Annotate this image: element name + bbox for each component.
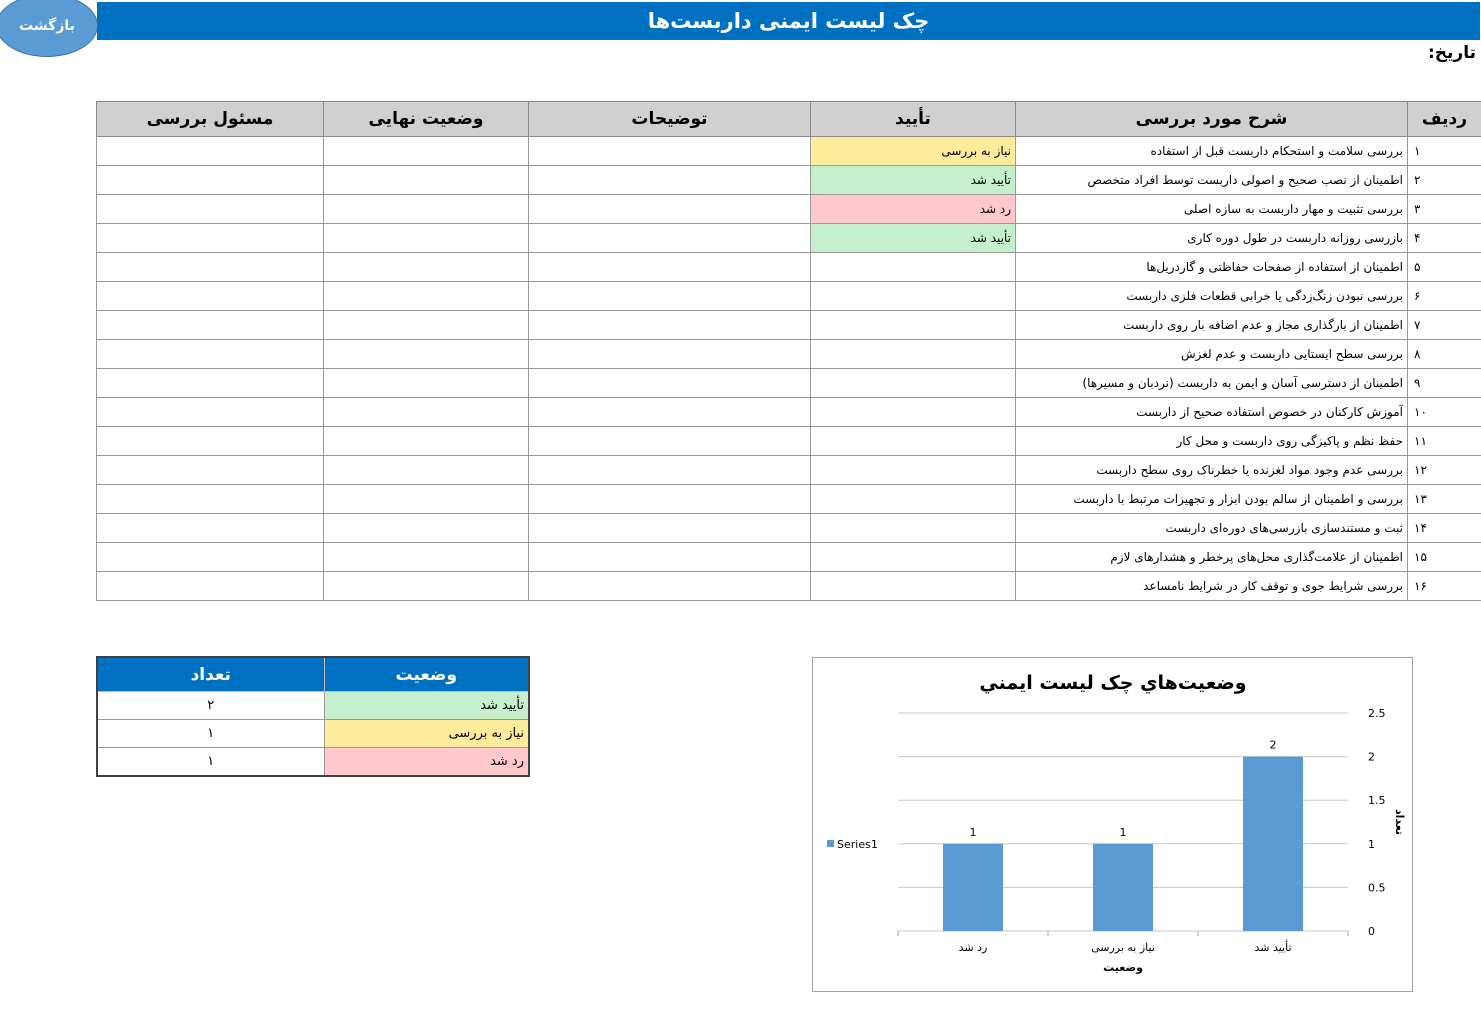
reviewer-cell[interactable] xyxy=(97,485,324,514)
reviewer-cell[interactable] xyxy=(97,195,324,224)
row-number-cell[interactable]: ۱۰ xyxy=(1408,398,1481,427)
column-header-approval[interactable]: تأیید xyxy=(811,102,1016,137)
approval-cell[interactable] xyxy=(811,253,1016,282)
x-tick-label: رد شد xyxy=(958,941,988,954)
final-status-cell[interactable] xyxy=(324,572,529,601)
notes-cell[interactable] xyxy=(529,137,811,166)
bar-1 xyxy=(1093,844,1153,931)
legend-swatch xyxy=(827,840,834,847)
approval-cell[interactable] xyxy=(811,485,1016,514)
row-number-cell[interactable]: ۴ xyxy=(1408,224,1481,253)
reviewer-cell[interactable] xyxy=(97,427,324,456)
table-row xyxy=(97,369,1481,398)
table-row xyxy=(97,282,1481,311)
summary-status-cell[interactable]: نیاز به بررسی xyxy=(324,720,529,748)
row-number-cell[interactable]: ۱۳ xyxy=(1408,485,1481,514)
table-row xyxy=(97,166,1481,195)
row-number-cell[interactable]: ۱۲ xyxy=(1408,456,1481,485)
row-number-cell[interactable]: ۱۶ xyxy=(1408,572,1481,601)
notes-cell[interactable] xyxy=(529,514,811,543)
reviewer-cell[interactable] xyxy=(97,166,324,195)
reviewer-cell[interactable] xyxy=(97,253,324,282)
row-number-cell[interactable]: ۷ xyxy=(1408,311,1481,340)
notes-cell[interactable] xyxy=(529,572,811,601)
row-number-cell[interactable]: ۹ xyxy=(1408,369,1481,398)
description-cell[interactable]: بررسی و اطمینان از سالم بودن ابزار و تجهیزات مرتبط با داربست xyxy=(1016,485,1408,514)
table-row xyxy=(97,514,1481,543)
reviewer-cell[interactable] xyxy=(97,340,324,369)
table-row xyxy=(97,340,1481,369)
y-tick-label: 2.5 xyxy=(1368,707,1386,720)
column-header-status[interactable]: وضعیت xyxy=(324,657,529,692)
column-header-row-number[interactable]: ردیف xyxy=(1408,102,1481,137)
reviewer-cell[interactable] xyxy=(97,137,324,166)
row-number-cell[interactable]: ۲ xyxy=(1408,166,1481,195)
description-cell[interactable]: بررسی عدم وجود مواد لغزنده یا خطرناک روی سطح داربست xyxy=(1016,456,1408,485)
notes-cell[interactable] xyxy=(529,253,811,282)
notes-cell[interactable] xyxy=(529,456,811,485)
final-status-cell[interactable] xyxy=(324,398,529,427)
final-status-cell[interactable] xyxy=(324,427,529,456)
y-tick-label: 2 xyxy=(1368,750,1375,764)
page-header xyxy=(97,2,1480,40)
approval-cell[interactable] xyxy=(811,369,1016,398)
status-summary-table xyxy=(96,656,530,777)
chart-title: وضعيت‌هاي چک ليست ايمني xyxy=(979,672,1247,694)
description-cell[interactable]: اطمینان از علامت‌گذاری محل‌های پرخطر و هشدارهای لازم xyxy=(1016,543,1408,572)
description-cell[interactable]: بررسی سطح ایستایی داربست و عدم لغزش xyxy=(1016,340,1408,369)
approval-cell[interactable] xyxy=(811,456,1016,485)
description-cell[interactable]: بررسی تثبیت و مهار داربست به سازه اصلی xyxy=(1016,195,1408,224)
table-row xyxy=(97,427,1481,456)
approval-cell[interactable]: نیاز به بررسی xyxy=(811,137,1016,166)
row-number-cell[interactable]: ۱۵ xyxy=(1408,543,1481,572)
reviewer-cell[interactable] xyxy=(97,456,324,485)
final-status-cell[interactable] xyxy=(324,543,529,572)
description-cell[interactable]: اطمینان از بارگذاری مجاز و عدم اضافه بار روی داربست xyxy=(1016,311,1408,340)
bar-2 xyxy=(943,844,1003,931)
notes-cell[interactable] xyxy=(529,543,811,572)
checklist-table xyxy=(96,101,1481,601)
reviewer-cell[interactable] xyxy=(97,369,324,398)
column-header-notes[interactable]: توضیحات xyxy=(529,102,811,137)
row-number-cell[interactable]: ۱ xyxy=(1408,137,1481,166)
y-axis-label: تعداد xyxy=(1393,808,1406,836)
final-status-cell[interactable] xyxy=(324,195,529,224)
final-status-cell[interactable] xyxy=(324,166,529,195)
reviewer-cell[interactable] xyxy=(97,514,324,543)
table-row xyxy=(97,195,1481,224)
reviewer-cell[interactable] xyxy=(97,311,324,340)
data-label: 1 xyxy=(969,825,977,839)
summary-row xyxy=(97,748,529,777)
final-status-cell[interactable] xyxy=(324,340,529,369)
status-chart[interactable] xyxy=(812,657,1413,992)
reviewer-cell[interactable] xyxy=(97,572,324,601)
notes-cell[interactable] xyxy=(529,311,811,340)
table-row xyxy=(97,311,1481,340)
table-row xyxy=(97,572,1481,601)
page-title: چک لیست ایمنی داربست‌ها xyxy=(647,9,930,33)
summary-status-cell[interactable]: تأیید شد xyxy=(324,692,529,720)
y-tick-label: 0.5 xyxy=(1368,881,1386,895)
table-row xyxy=(97,485,1481,514)
table-row xyxy=(97,137,1481,166)
description-cell[interactable]: حفظ نظم و پاکیزگی روی داربست و محل کار xyxy=(1016,427,1408,456)
summary-count-cell[interactable]: ۱ xyxy=(97,748,324,777)
approval-cell[interactable]: تأیید شد xyxy=(811,166,1016,195)
approval-cell[interactable] xyxy=(811,340,1016,369)
notes-cell[interactable] xyxy=(529,224,811,253)
final-status-cell[interactable] xyxy=(324,311,529,340)
description-cell[interactable]: بازرسی روزانه داربست در طول دوره کاری xyxy=(1016,224,1408,253)
approval-cell[interactable] xyxy=(811,543,1016,572)
approval-cell[interactable] xyxy=(811,427,1016,456)
x-tick-label: نیاز به بررسی xyxy=(1091,941,1155,954)
checklist-header-row xyxy=(97,102,1481,137)
final-status-cell[interactable] xyxy=(324,224,529,253)
notes-cell[interactable] xyxy=(529,427,811,456)
column-header-description[interactable]: شرح مورد بررسی xyxy=(1016,102,1408,137)
notes-cell[interactable] xyxy=(529,166,811,195)
y-tick-label: 1 xyxy=(1368,837,1375,851)
column-header-reviewer[interactable]: مسئول بررسی xyxy=(97,102,324,137)
legend-label: Series1 xyxy=(837,838,878,851)
row-number-cell[interactable]: ۱۴ xyxy=(1408,514,1481,543)
final-status-cell[interactable] xyxy=(324,282,529,311)
description-cell[interactable]: بررسی شرایط جوی و توقف کار در شرایط نامساعد xyxy=(1016,572,1408,601)
table-row xyxy=(97,253,1481,282)
summary-row xyxy=(97,720,529,748)
row-number-cell[interactable]: ۶ xyxy=(1408,282,1481,311)
approval-cell[interactable] xyxy=(811,514,1016,543)
notes-cell[interactable] xyxy=(529,282,811,311)
y-tick-label: 1.5 xyxy=(1368,794,1386,808)
summary-header-row xyxy=(97,657,529,692)
approval-cell[interactable] xyxy=(811,282,1016,311)
notes-cell[interactable] xyxy=(529,369,811,398)
final-status-cell[interactable] xyxy=(324,485,529,514)
notes-cell[interactable] xyxy=(529,485,811,514)
approval-cell[interactable] xyxy=(811,572,1016,601)
reviewer-cell[interactable] xyxy=(97,224,324,253)
reviewer-cell[interactable] xyxy=(97,282,324,311)
row-number-cell[interactable]: ۱۱ xyxy=(1408,427,1481,456)
column-header-final-status[interactable]: وضعیت نهایی xyxy=(324,102,529,137)
x-axis-label: وضعیت xyxy=(1103,961,1143,974)
final-status-cell[interactable] xyxy=(324,369,529,398)
description-cell[interactable]: آموزش کارکنان در خصوص استفاده صحیح از داربست xyxy=(1016,398,1408,427)
table-row xyxy=(97,543,1481,572)
y-tick-label: 0 xyxy=(1368,925,1375,938)
x-tick-label: تأیید شد xyxy=(1254,941,1292,954)
approval-cell[interactable] xyxy=(811,311,1016,340)
notes-cell[interactable] xyxy=(529,195,811,224)
data-label: 1 xyxy=(1119,825,1127,839)
notes-cell[interactable] xyxy=(529,340,811,369)
final-status-cell[interactable] xyxy=(324,456,529,485)
approval-cell[interactable]: تأیید شد xyxy=(811,224,1016,253)
approval-cell[interactable] xyxy=(811,398,1016,427)
table-row xyxy=(97,398,1481,427)
table-row xyxy=(97,456,1481,485)
reviewer-cell[interactable] xyxy=(97,543,324,572)
notes-cell[interactable] xyxy=(529,398,811,427)
summary-count-cell[interactable]: ۱ xyxy=(97,720,324,748)
column-header-count[interactable]: تعداد xyxy=(97,657,324,692)
data-label: 2 xyxy=(1269,738,1277,752)
date-label: تاریخ: xyxy=(1428,43,1476,63)
row-number-cell[interactable]: ۳ xyxy=(1408,195,1481,224)
final-status-cell[interactable] xyxy=(324,514,529,543)
final-status-cell[interactable] xyxy=(324,253,529,282)
table-row xyxy=(97,224,1481,253)
description-cell[interactable]: اطمینان از نصب صحیح و اصولی داربست توسط افراد متخصص xyxy=(1016,166,1408,195)
description-cell[interactable]: اطمینان از دسترسی آسان و ایمن به داربست (نردبان و مسیرها) xyxy=(1016,369,1408,398)
approval-cell[interactable]: رد شد xyxy=(811,195,1016,224)
back-button[interactable]: بازگشت xyxy=(0,0,98,57)
description-cell[interactable]: اطمینان از استفاده از صفحات حفاظتی و گاردریل‌ها xyxy=(1016,253,1408,282)
description-cell[interactable]: ثبت و مستندسازی بازرسی‌های دوره‌ای داربست xyxy=(1016,514,1408,543)
summary-status-cell[interactable]: رد شد xyxy=(324,748,529,777)
row-number-cell[interactable]: ۵ xyxy=(1408,253,1481,282)
summary-count-cell[interactable]: ۲ xyxy=(97,692,324,720)
bar-0 xyxy=(1243,757,1303,931)
row-number-cell[interactable]: ۸ xyxy=(1408,340,1481,369)
description-cell[interactable]: بررسی نبودن زنگ‌زدگی یا خرابی قطعات فلزی داربست xyxy=(1016,282,1408,311)
description-cell[interactable]: بررسی سلامت و استحکام داربست قبل از استفاده xyxy=(1016,137,1408,166)
summary-row xyxy=(97,692,529,720)
final-status-cell[interactable] xyxy=(324,137,529,166)
status-bar-chart xyxy=(813,658,1412,991)
reviewer-cell[interactable] xyxy=(97,398,324,427)
